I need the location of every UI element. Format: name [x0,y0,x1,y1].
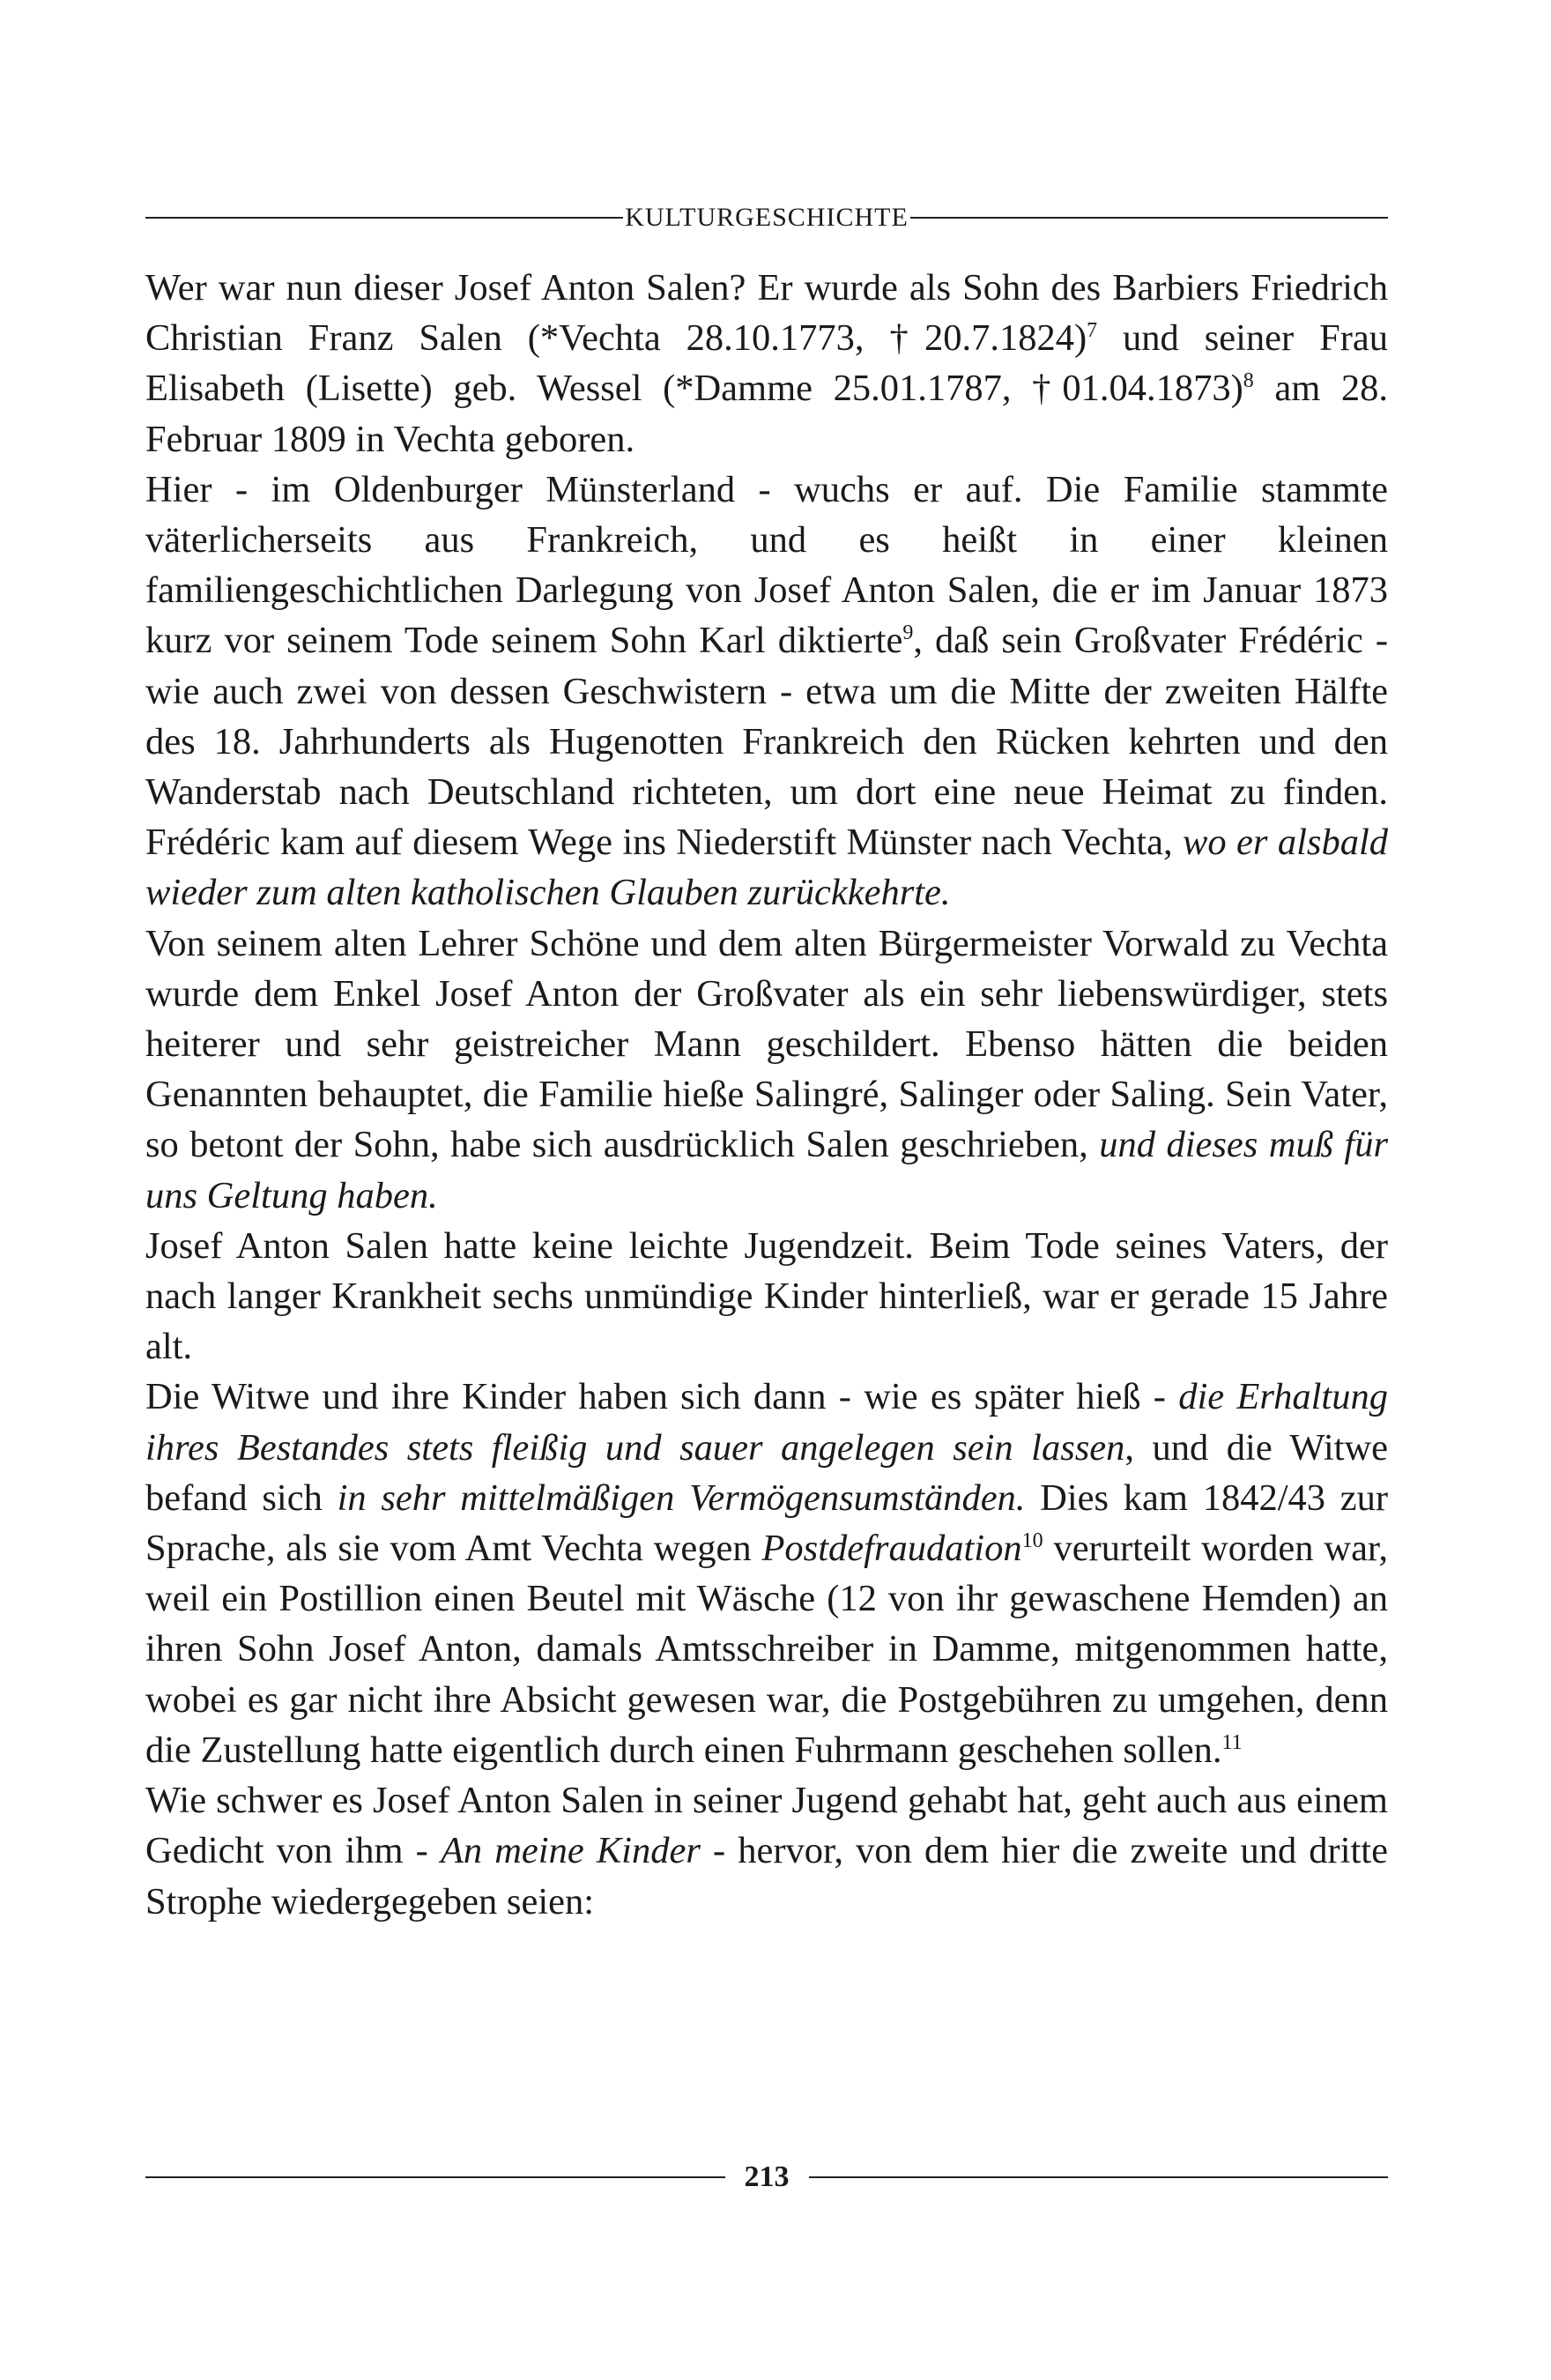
footnote-ref: 8 [1243,369,1254,393]
paragraph-birth [145,263,1388,465]
article-body [145,263,1388,1927]
paragraph-family-origin [145,465,1388,919]
text-run: , und die Witwe befand sich [145,1426,1388,1519]
text-run: Hier - im Oldenburger Münsterland - wuchs er auf. Die Familie stammte väterlicherseits aus Frankreich, und es heißt in einer kleinen familiengeschichtlichen Darlegung von Josef Anton Salen, die er im Januar 1873 kurz vor seinem Tode seinem Sohn Karl diktierte [145,468,1388,662]
running-header [145,196,1388,240]
text-run: - hervor, von dem hier die zweite und dritte Strophe wiedergegeben seien: [145,1830,1388,1923]
text-run: Dies kam 1842/43 zur Sprache, als sie vom Amt Vechta wegen [145,1476,1389,1570]
italic-quote: wo er alsbald wieder zum alten katholischen Glauben zurückkehrte. [145,822,1389,914]
text-run: verurteilt worden war, weil ein Postillion einen Beutel mit Wäsche (12 von ihr gewaschene Hemden) an ihren Sohn Josef Anton, damals Amtsschreiber in Damme, mitgenommen hatte, wobei es gar nicht ihre Absicht gewesen war, die Postgebühren zu umgehen, denn die Zustellung hatte eigentlich durch einen Fuhrmann geschehen sollen. [145,1528,1389,1771]
header-title: KULTURGESCHICHTE [625,203,909,232]
footer-rule-right [809,2176,1389,2178]
header-rule-left [145,217,623,219]
footnote-ref: 9 [902,621,914,645]
text-run: Wer war nun dieser Josef Anton Salen? Er wurde als Sohn des Barbiers Friedrich Christian Franz Salen (*Vechta 28.10.1773, †20.7.1824) [145,267,1388,360]
text-run: Von seinem alten Lehrer Schöne und dem alten Bürgermeister Vorwald zu Vechta wurde dem Enkel Josef Anton der Großvater als ein sehr liebenswürdiger, stets heiterer und sehr geistreicher Mann geschildert. Ebenso hätten die beiden Genannten behauptet, die Familie hieße Salingré, Salinger oder Saling. Sein Vater, so betont der Sohn, habe sich ausdrücklich Salen geschrieben, [145,922,1388,1166]
page-footer [145,2151,1388,2204]
paragraph-youth [145,1221,1388,1372]
italic-quote: Postdefraudation [761,1528,1022,1570]
text-run: am 28. Februar 1809 in Vechta geboren. [145,368,1388,460]
footer-rule-left [145,2176,725,2178]
paragraph-widow [145,1372,1388,1775]
page-number: 213 [744,2161,790,2193]
text-run: und seiner Frau Elisabeth (Lisette) geb. Wessel (*Damme 25.01.1787, †01.04.1873) [145,317,1388,410]
text-run: , daß sein Großvater Frédéric - wie auch zwei von dessen Geschwistern - etwa um die Mitte der zweiten Hälfte des 18. Jahrhunderts als Hugenotten Frankreich den Rücken kehrten und den Wanderstab nach Deutschland richteten, um dort eine neue Heimat zu finden. Frédéric kam auf diesem Wege ins Niederstift Münster nach Vechta, [145,620,1388,864]
text-run: Wie schwer es Josef Anton Salen in seiner Jugend gehabt hat, geht auch aus einem Gedicht von ihm - [145,1780,1388,1872]
paragraph-poem-intro [145,1775,1388,1927]
footnote-ref: 7 [1087,319,1098,343]
footnote-ref: 10 [1021,1528,1043,1552]
italic-quote: An meine Kinder [440,1830,701,1872]
text-run: Josef Anton Salen hatte keine leichte Jugendzeit. Beim Tode seines Vaters, der nach langer Krankheit sechs unmündige Kinder hinterließ, war er gerade 15 Jahre alt. [145,1224,1388,1368]
text-run: Die Witwe und ihre Kinder haben sich dann - wie es später hieß - [145,1376,1179,1418]
italic-quote: und dieses muß für uns Geltung haben. [145,1124,1389,1216]
italic-quote: die Erhaltung ihres Bestandes stets fleißig und sauer angelegen sein lassen [145,1376,1388,1469]
italic-quote: in sehr mittelmäßigen Vermögensumständen. [337,1476,1026,1519]
header-rule-right [910,217,1388,219]
footnote-ref: 11 [1221,1730,1243,1754]
paragraph-grandfather [145,919,1388,1221]
